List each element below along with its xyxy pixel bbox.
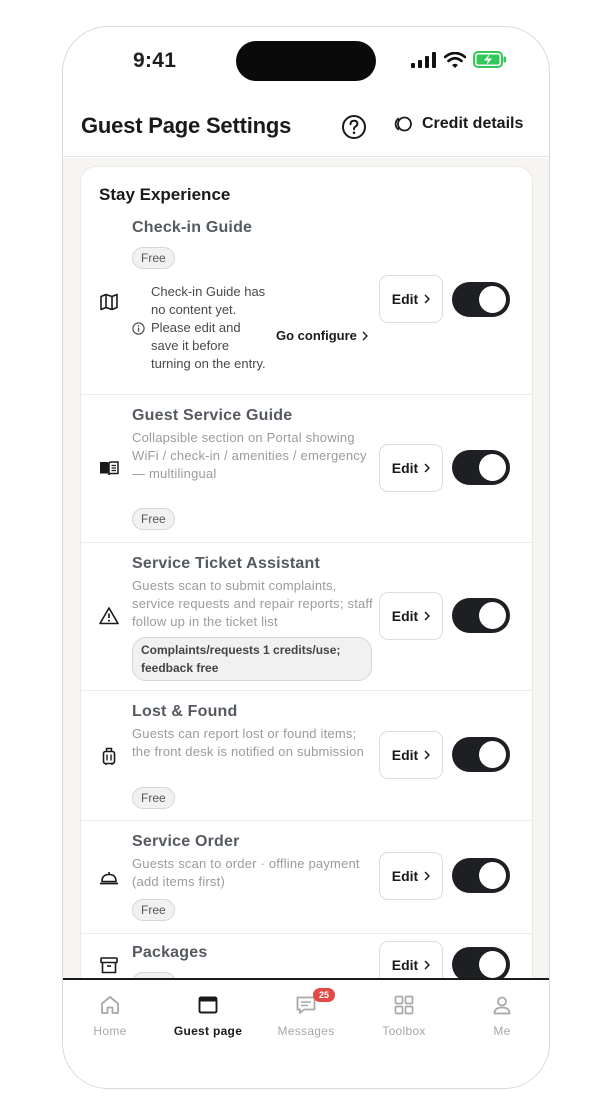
setting-description: Guests scan to submit complaints, service requests and repair reports; staff follow up in the ticket list [132, 578, 373, 629]
tab-home[interactable] [65, 994, 155, 1038]
tab-label: Toolbox [382, 1024, 426, 1038]
toggle-knob [479, 951, 506, 978]
stay-experience-card [80, 166, 533, 980]
price-pill: Free [132, 247, 175, 269]
tab-label: Home [93, 1024, 127, 1038]
tab-label: Me [493, 1024, 511, 1038]
setting-row-guest-service-guide [81, 395, 532, 543]
setting-title: Guest Service Guide [132, 407, 293, 424]
setting-description: Collapsible section on Portal showing WiFi / check-in / amenities / emergency — multilingual [132, 430, 367, 481]
edit-button[interactable] [379, 444, 443, 492]
edit-label: Edit [391, 291, 419, 307]
toggle-knob [479, 602, 506, 629]
credit-details-button[interactable] [393, 115, 523, 133]
tab-me[interactable] [457, 994, 547, 1038]
grid-icon [393, 994, 415, 1016]
setting-title: Lost & Found [132, 703, 238, 720]
config-notice-text: Check-in Guide has no content yet. Please edit and save it before turning on the entry. [151, 284, 266, 371]
go-configure-label: Go configure [276, 328, 357, 343]
price-pill: Free [132, 787, 175, 809]
tab-messages[interactable] [261, 990, 351, 1038]
book-icon [99, 458, 119, 478]
edit-label: Edit [391, 608, 419, 624]
edit-label: Edit [391, 460, 419, 476]
edit-button[interactable] [379, 731, 443, 779]
status-icons [411, 51, 507, 68]
toggle-knob [479, 286, 506, 313]
setting-title: Service Ticket Assistant [132, 555, 321, 572]
edit-button[interactable] [379, 275, 443, 323]
enable-toggle[interactable] [452, 737, 510, 772]
page-title: Guest Page Settings [81, 113, 292, 138]
setting-row-service-ticket-assistant [81, 543, 532, 691]
edit-button[interactable] [379, 852, 443, 900]
service-bell-icon [99, 867, 119, 887]
price-pill: Free [132, 899, 175, 921]
tab-label: Guest page [173, 1024, 243, 1038]
settings-content[interactable] [63, 158, 549, 980]
wifi-icon [444, 52, 466, 68]
archive-box-icon [99, 955, 119, 975]
setting-title: Service Order [132, 833, 240, 850]
tab-guest-page[interactable] [163, 994, 253, 1038]
chevron-right-icon [424, 871, 430, 881]
edit-label: Edit [391, 868, 419, 884]
price-pill: Free [132, 508, 175, 530]
setting-title: Packages [132, 944, 208, 961]
question-circle-icon [341, 114, 367, 140]
browser-window-icon [197, 994, 219, 1016]
setting-description: Guests can report lost or found items; the front desk is notified on submission [132, 726, 365, 759]
toggle-knob [479, 862, 506, 889]
edit-button[interactable] [379, 592, 443, 640]
map-icon [99, 292, 119, 312]
credit-details-label: Credit details [422, 115, 524, 132]
config-notice [132, 283, 372, 391]
help-button[interactable] [341, 114, 367, 140]
setting-row-service-order [81, 821, 532, 934]
phone-frame [62, 26, 550, 1089]
go-configure-link[interactable] [276, 328, 368, 343]
setting-description: Guests scan to order · offline payment (add items first) [132, 856, 360, 889]
chevron-right-icon [362, 331, 368, 341]
chevron-right-icon [424, 960, 430, 970]
chevron-right-icon [424, 463, 430, 473]
credit-coins-icon [393, 116, 413, 132]
enable-toggle[interactable] [452, 450, 510, 485]
chevron-right-icon [424, 750, 430, 760]
enable-toggle[interactable] [452, 598, 510, 633]
setting-title: Check-in Guide [132, 219, 253, 236]
tab-toolbox[interactable] [359, 994, 449, 1038]
setting-row-lost-and-found [81, 691, 532, 821]
enable-toggle[interactable] [452, 282, 510, 317]
bottom-tab-bar [63, 978, 549, 1089]
battery-charging-icon [473, 51, 507, 68]
chevron-right-icon [424, 611, 430, 621]
enable-toggle[interactable] [452, 947, 510, 980]
info-icon [132, 322, 145, 335]
price-pill: Complaints/requests 1 credits/use; feedback free [132, 637, 372, 681]
tab-label: Messages [277, 1024, 335, 1038]
signal-icon [411, 52, 437, 68]
status-bar [63, 27, 549, 99]
dynamic-island [236, 41, 376, 81]
warning-icon [99, 606, 119, 626]
toggle-knob [479, 454, 506, 481]
status-time: 9:41 [133, 49, 177, 72]
chevron-right-icon [424, 294, 430, 304]
section-title: Stay Experience [99, 185, 231, 204]
setting-row-packages [81, 934, 532, 980]
page-header [63, 107, 549, 157]
unread-badge: 25 [313, 988, 335, 1002]
edit-label: Edit [391, 957, 419, 973]
edit-label: Edit [391, 747, 419, 763]
enable-toggle[interactable] [452, 858, 510, 893]
toggle-knob [479, 741, 506, 768]
setting-row-check-in-guide [81, 217, 532, 395]
luggage-icon [99, 746, 119, 766]
edit-button[interactable] [379, 941, 443, 980]
user-icon [491, 994, 513, 1016]
home-icon [99, 994, 121, 1016]
